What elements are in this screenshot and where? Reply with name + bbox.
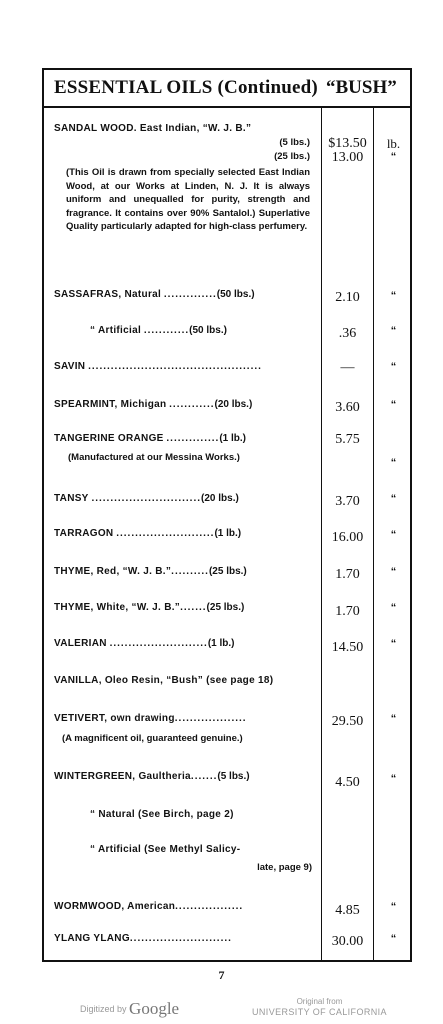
list-item-wintergreen-artificial: “ Artificial (See Methyl Salicy- bbox=[90, 844, 241, 855]
price-ylang-ylang: 30.00 bbox=[331, 934, 364, 949]
ditto-mark: “ bbox=[390, 325, 397, 337]
ditto-mark: “ bbox=[390, 566, 397, 578]
list-item-tansy: TANSY .............................(20 lbs.) bbox=[54, 493, 239, 504]
ditto-mark: “ bbox=[390, 529, 397, 541]
price-sandal-5: $13.50 bbox=[328, 136, 367, 151]
brand-label: “BUSH” bbox=[326, 77, 397, 98]
unit-column-divider bbox=[373, 106, 374, 960]
ditto-mark: “ bbox=[390, 638, 397, 650]
tangerine-note: (Manufactured at our Messina Works.) bbox=[68, 452, 240, 463]
price-wormwood: 4.85 bbox=[335, 903, 360, 918]
list-item-tangerine-orange: TANGERINE ORANGE ..............(1 lb.) bbox=[54, 433, 246, 444]
price-wintergreen: 4.50 bbox=[335, 775, 360, 790]
price-spearmint: 3.60 bbox=[335, 400, 360, 415]
list-item-thyme-red: THYME, Red, “W. J. B.”..........(25 lbs.) bbox=[54, 566, 247, 577]
list-item-sandal-wood: SANDAL WOOD. East Indian, “W. J. B.” bbox=[54, 123, 252, 134]
price-column-divider bbox=[321, 106, 322, 960]
list-item-wintergreen: WINTERGREEN, Gaultheria.......(5 lbs.) bbox=[54, 771, 250, 782]
original-from-watermark: Original from UNIVERSITY OF CALIFORNIA bbox=[252, 997, 387, 1017]
list-item-ylang-ylang: YLANG YLANG........................... bbox=[54, 933, 232, 944]
price-list-frame bbox=[42, 68, 412, 962]
price-vetivert: 29.50 bbox=[331, 714, 364, 729]
list-item-vanilla: VANILLA, Oleo Resin, “Bush” (see page 18) bbox=[54, 675, 274, 686]
price-thyme-red: 1.70 bbox=[335, 567, 360, 582]
price-valerian: 14.50 bbox=[331, 640, 364, 655]
price-sandal-25: 13.00 bbox=[331, 150, 364, 165]
list-item-wormwood: WORMWOOD, American.................. bbox=[54, 901, 244, 912]
price-sassafras: 2.10 bbox=[335, 290, 360, 305]
list-item-vetivert: VETIVERT, own drawing................... bbox=[54, 713, 247, 724]
ditto-mark: “ bbox=[390, 399, 397, 411]
list-item-spearmint: SPEARMINT, Michigan ............(20 lbs.) bbox=[54, 399, 253, 410]
unit-label: lb. bbox=[386, 136, 401, 151]
wintergreen-artificial-cont: late, page 9) bbox=[257, 862, 312, 873]
digitized-by-watermark: Digitized by Google bbox=[80, 999, 180, 1018]
sandal-wood-note: (This Oil is drawn from specially selected East Indian Wood, at our Works at Linden, N. J. It is always uniform and unequalled for purity, strength and fragrance. It contains over 90% Santalol.) Superlative Quality particularly adapted for high-class perfumery. bbox=[66, 167, 310, 232]
list-item-valerian: VALERIAN ..........................(1 lb.) bbox=[54, 638, 235, 649]
list-item-sassafras: SASSAFRAS, Natural ..............(50 lbs.) bbox=[54, 289, 255, 300]
table-header bbox=[44, 70, 410, 108]
vetivert-note: (A magnificent oil, guaranteed genuine.) bbox=[62, 733, 243, 744]
ditto-mark: “ bbox=[390, 713, 397, 725]
ditto-mark: “ bbox=[390, 493, 397, 505]
page-title: ESSENTIAL OILS (Continued) bbox=[54, 77, 318, 98]
price-tangerine: 5.75 bbox=[335, 432, 360, 447]
page-number: 7 bbox=[218, 968, 225, 982]
list-item-tarragon: TARRAGON ..........................(1 lb.) bbox=[54, 528, 242, 539]
ditto-mark: “ bbox=[390, 602, 397, 614]
qty-sandal-5: (5 lbs.) bbox=[279, 137, 310, 148]
list-item-thyme-white: THYME, White, “W. J. B.”.......(25 lbs.) bbox=[54, 602, 245, 613]
ditto-mark: “ bbox=[390, 933, 397, 945]
ditto-mark: “ bbox=[390, 151, 397, 163]
ditto-mark: “ bbox=[390, 290, 397, 302]
ditto-mark: “ bbox=[390, 773, 397, 785]
price-thyme-white: 1.70 bbox=[335, 604, 360, 619]
price-savin: — bbox=[340, 360, 355, 375]
list-item-wintergreen-natural: “ Natural (See Birch, page 2) bbox=[90, 809, 234, 820]
price-tarragon: 16.00 bbox=[331, 530, 364, 545]
ditto-mark: “ bbox=[390, 361, 397, 373]
google-logo: Google bbox=[129, 999, 180, 1018]
list-item-sassafras-artificial: “ Artificial ............(50 lbs.) bbox=[90, 325, 227, 336]
price-tansy: 3.70 bbox=[335, 494, 360, 509]
ditto-mark: “ bbox=[390, 901, 397, 913]
ditto-mark: “ bbox=[390, 457, 397, 469]
qty-sandal-25: (25 lbs.) bbox=[274, 151, 310, 162]
price-sassafras-artificial: .36 bbox=[338, 326, 357, 341]
list-item-savin: SAVIN .............................................. bbox=[54, 361, 262, 372]
